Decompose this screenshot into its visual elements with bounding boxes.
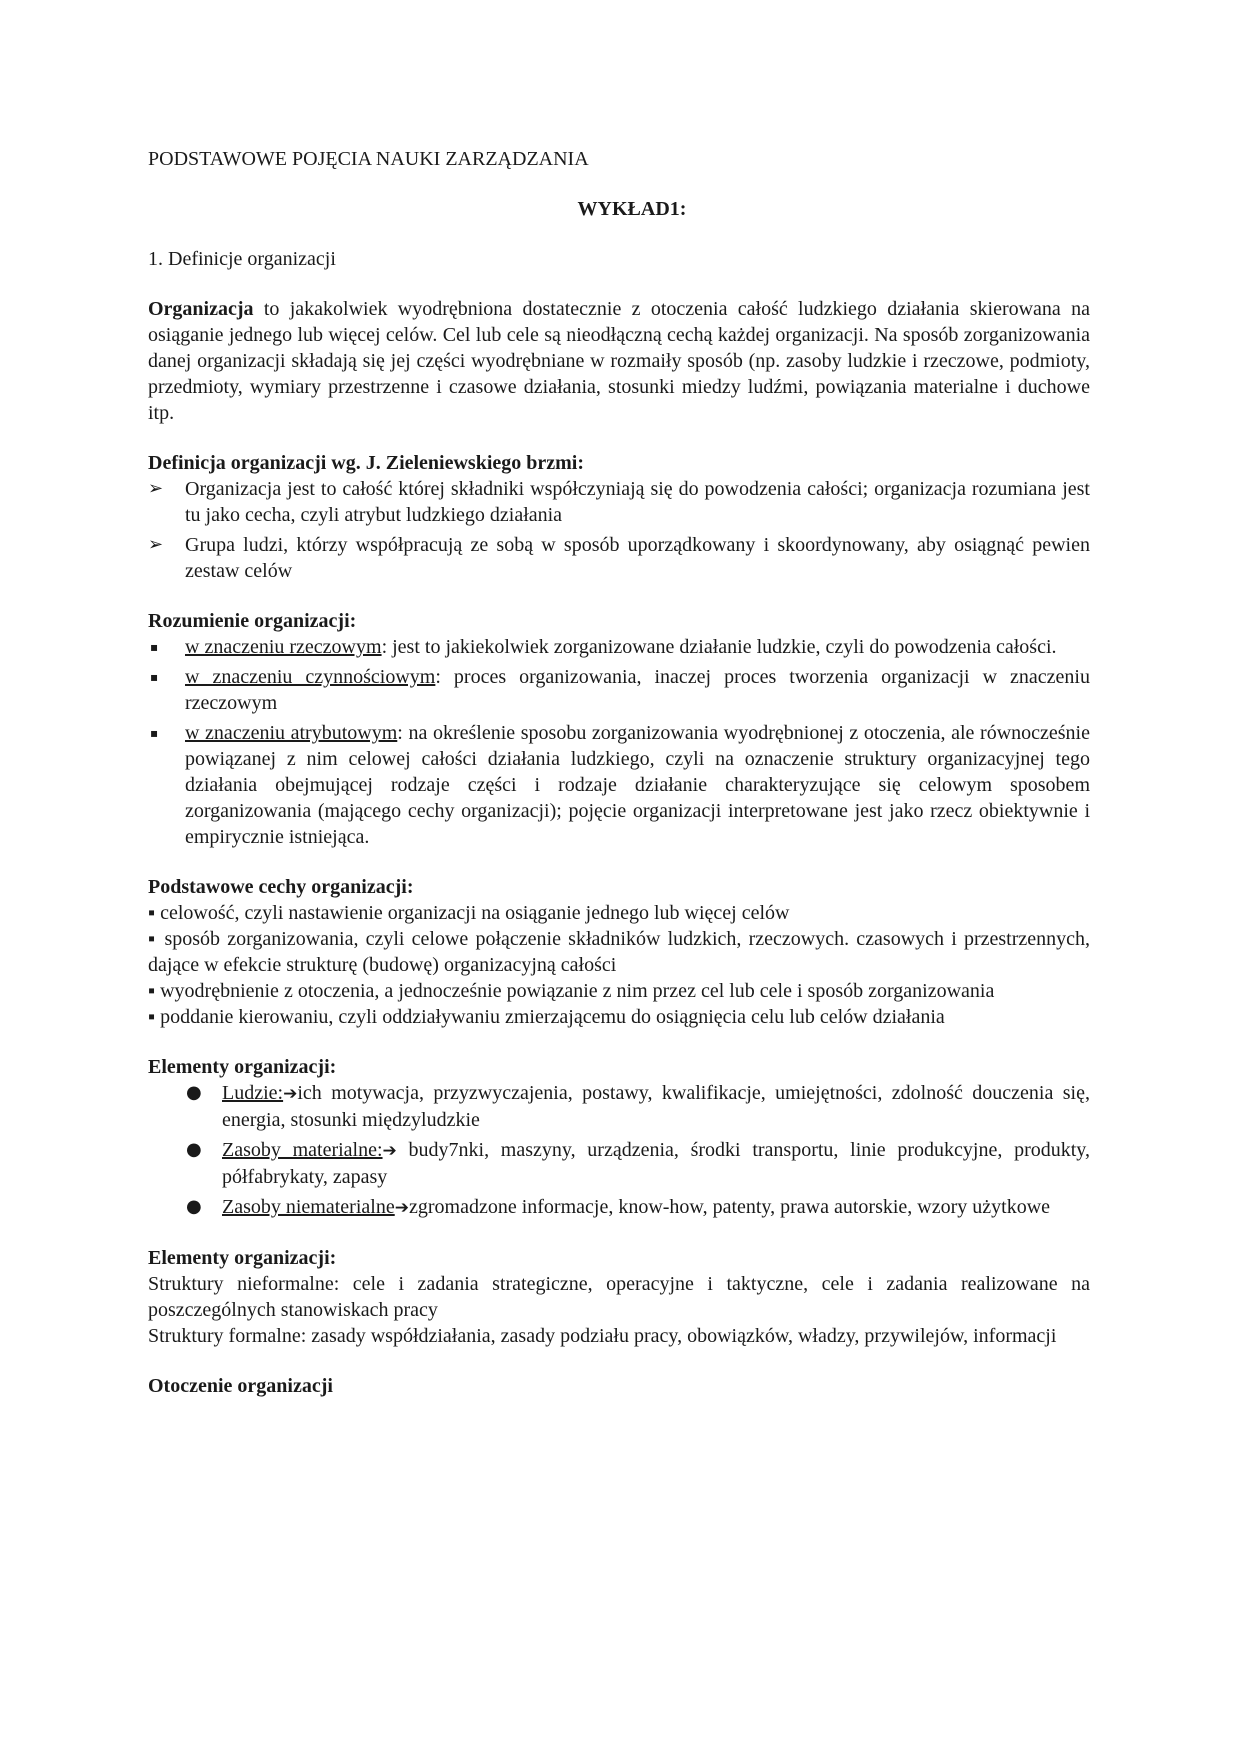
list-item bbox=[148, 720, 1090, 850]
cechy-heading: Podstawowe cechy organizacji: bbox=[148, 876, 414, 898]
list-item-text: : jest to jakiekolwiek zorganizowane działanie ludzkie, czyli do powodzenia całości. bbox=[381, 636, 1057, 658]
lecture-heading: WYKŁAD1: bbox=[577, 198, 687, 220]
list-item-term: w znaczeniu czynnościowym bbox=[185, 666, 436, 688]
rozumienie-heading: Rozumienie organizacji: bbox=[148, 610, 357, 632]
cechy-line: ▪ celowość, czyli nastawienie organizacji na osiąganie jednego lub więcej celów bbox=[148, 902, 790, 924]
list-item bbox=[148, 664, 1090, 716]
list-item-text: Grupa ludzi, którzy współpracują ze sobą w sposób uporządkowany i skoordynowany, aby osiągnąć pewien zestaw celów bbox=[185, 534, 1090, 582]
list-item-text: Organizacja jest to całość której składniki współczyniają się do powodzenia całości; organizacja rozumiana jest tu jako cecha, czyli atrybut ludzkiego działania bbox=[185, 478, 1090, 526]
structure-line: Struktury formalne: zasady współdziałania, zasady podziału pracy, obowiązków, władzy, przywilejów, informacji bbox=[148, 1325, 1057, 1347]
cechy-line: ▪ poddanie kierowaniu, czyli oddziaływaniu zmierzającemu do osiągnięcia celu lub celów działania bbox=[148, 1006, 945, 1028]
square-bullet-icon: ▪ bbox=[150, 640, 159, 654]
document-body bbox=[148, 146, 1090, 1399]
list-item-text: : proces organizowania, inaczej proces tworzenia organizacji w znaczeniu rzeczowym bbox=[185, 666, 1090, 714]
list-item bbox=[148, 476, 1090, 528]
structure-line: Struktury nieformalne: cele i zadania strategiczne, operacyjne i taktyczne, cele i zadania realizowane na poszczególnych stanowiskach pracy bbox=[148, 1273, 1090, 1321]
list-item-term: Zasoby materialne: bbox=[222, 1139, 383, 1161]
arrow-bullet-icon: ➢ bbox=[148, 534, 164, 555]
list-item-text: budy7nki, maszyny, urządzenia, środki transportu, linie produkcyjne, produkty, półfabrykaty, zapasy bbox=[222, 1139, 1091, 1188]
elementy-heading-2: Elementy organizacji: bbox=[148, 1247, 337, 1269]
list-item bbox=[148, 1194, 1090, 1221]
arrow-right-icon: ➔ bbox=[382, 1141, 397, 1161]
cechy-line: ▪ wyodrębnienie z otoczenia, a jednocześnie powiązanie z nim przez cel lub cele i sposób zorganizowania bbox=[148, 980, 995, 1002]
zieleniewski-heading: Definicja organizacji wg. J. Zieleniewskiego brzmi: bbox=[148, 452, 585, 474]
definition-paragraph bbox=[148, 296, 1090, 426]
square-bullet-icon: ▪ bbox=[150, 670, 159, 684]
section-heading: 1. Definicje organizacji bbox=[148, 248, 336, 270]
list-item-text: : na określenie sposobu zorganizowania wyodrębnionej z otoczenia, ale równocześnie powiązanej z nim celowej całości działania ludzkiego, czyli na oznaczenie struktury organizacyjnej tego działania obejmującej rodzaje części i rodzaje działanie charakteryzujące się celowym sposobem zorganizowania (mającego cechy organizacji); pojęcie organizacji interpretowane jest jako rzecz obiektywnie i empirycznie istniejąca. bbox=[185, 722, 1090, 848]
list-item-text: ich motywacja, przyzwyczajenia, postawy, kwalifikacje, umiejętności, zdolność douczenia się, energia, stosunki międzyludzkie bbox=[222, 1082, 1090, 1131]
dot-bullet-icon: ● bbox=[186, 1139, 202, 1160]
document-title: PODSTAWOWE POJĘCIA NAUKI ZARZĄDZANIA bbox=[148, 148, 589, 170]
arrow-bullet-icon: ➢ bbox=[148, 478, 164, 499]
elementy-heading: Elementy organizacji: bbox=[148, 1056, 337, 1078]
list-item-term: Ludzie: bbox=[222, 1082, 284, 1104]
dot-bullet-icon: ● bbox=[186, 1082, 202, 1103]
list-item bbox=[148, 1080, 1090, 1133]
arrow-right-icon: ➔ bbox=[394, 1198, 409, 1218]
rozumienie-list bbox=[148, 634, 1090, 850]
otoczenie-heading: Otoczenie organizacji bbox=[148, 1375, 333, 1397]
dot-bullet-icon: ● bbox=[186, 1196, 202, 1217]
definition-term: Organizacja bbox=[148, 298, 254, 320]
list-item-text: zgromadzone informacje, know-how, patenty, prawa autorskie, wzory użytkowe bbox=[408, 1196, 1051, 1218]
definition-text: to jakakolwiek wyodrębniona dostatecznie z otoczenia całość ludzkiego działania skierowana na osiąganie jednego lub więcej celów. Cel lub cele są nieodłączną cechą każdej organizacji. Na sposób zorganizowania danej organizacji składają się jej części wyodrębniane w rozmaiły sposób (np. zasoby ludzkie i rzeczowe, podmioty, przedmioty, wymiary przestrzenne i czasowe działania, stosunki miedzy ludźmi, powiązania materialne i duchowe itp. bbox=[148, 298, 1090, 424]
list-item-term: w znaczeniu atrybutowym bbox=[185, 722, 398, 744]
list-item-term: Zasoby niematerialne bbox=[222, 1196, 395, 1218]
list-item bbox=[148, 532, 1090, 584]
zieleniewski-list bbox=[148, 476, 1090, 584]
list-item-term: w znaczeniu rzeczowym bbox=[185, 636, 382, 658]
elementy-list bbox=[148, 1080, 1090, 1221]
arrow-right-icon: ➔ bbox=[283, 1084, 298, 1104]
square-bullet-icon: ▪ bbox=[150, 726, 159, 740]
list-item bbox=[148, 1137, 1090, 1190]
cechy-line: ▪ sposób zorganizowania, czyli celowe połączenie składników ludzkich, rzeczowych. czasowych i przestrzennych, dające w efekcie strukturę (budowę) organizacyjną całości bbox=[148, 928, 1090, 976]
list-item bbox=[148, 634, 1090, 660]
